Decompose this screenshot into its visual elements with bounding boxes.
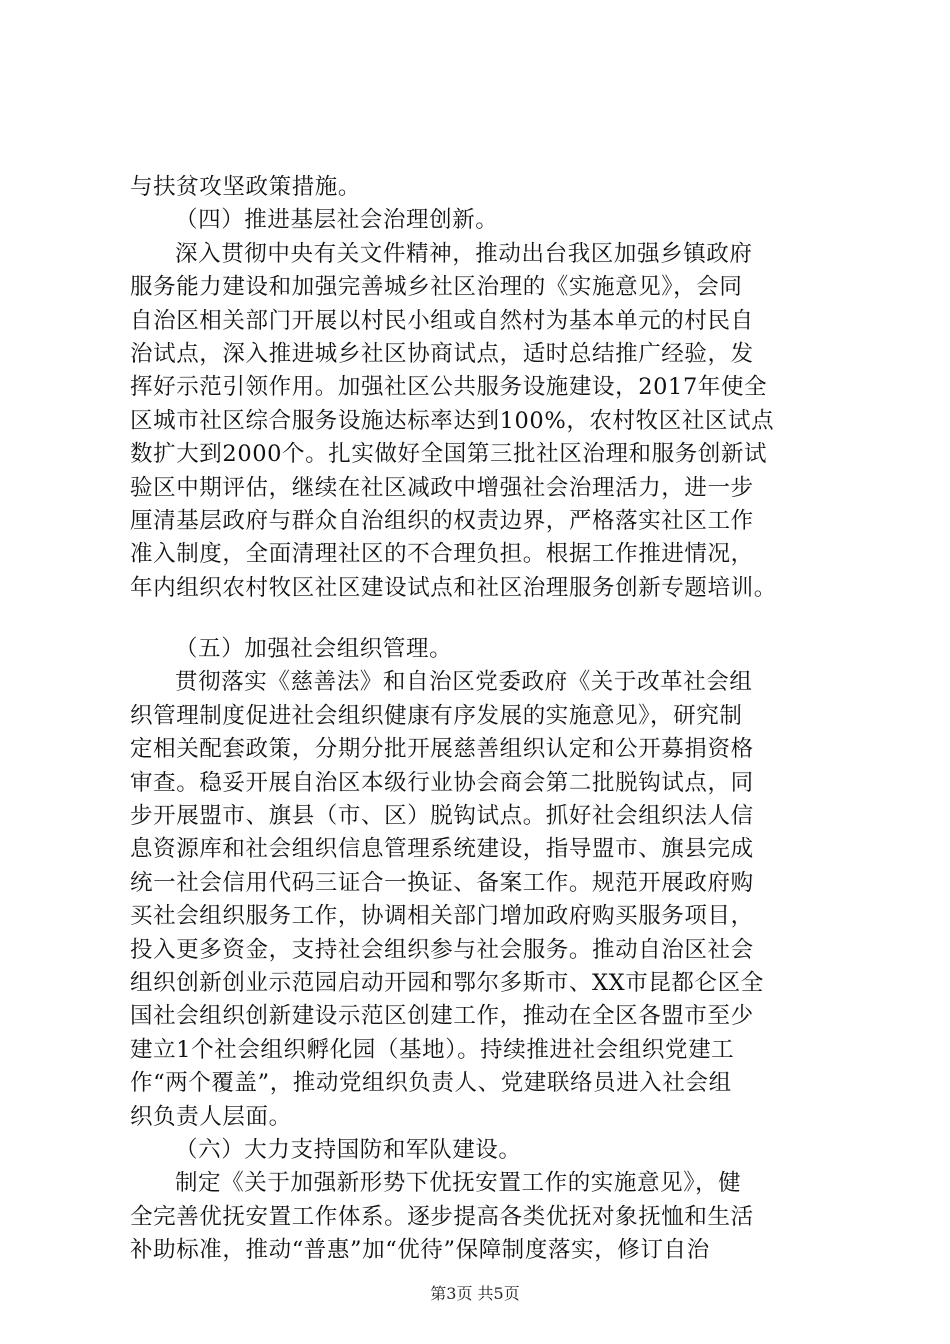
body-line: 织管理制度促进社会组织健康有序发展的实施意见》，研究制 xyxy=(130,702,743,729)
body-line: 准入制度，全面清理社区的不合理负担。根据工作推进情况， xyxy=(130,541,754,568)
body-line: 审查。稳妥开展自治区本级行业协会商会第二批脱钩试点，同 xyxy=(130,769,754,796)
body-line: 组织创新创业示范园启动开园和鄂尔多斯市、XX市昆都仑区全 xyxy=(130,969,764,996)
body-line: 自治区相关部门开展以村民小组或自然村为基本单元的村民自 xyxy=(130,307,754,334)
body-line: 治试点，深入推进城乡社区协商试点，适时总结推广经验，发 xyxy=(130,340,754,367)
body-line: 定相关配套政策，分期分批开展慈善组织认定和公开募捐资格 xyxy=(130,736,754,763)
body-line: 验区中期评估，继续在社区减政中增强社会治理活力，进一步 xyxy=(130,474,754,501)
body-line: 厘清基层政府与群众自治组织的权责边界，严格落实社区工作 xyxy=(130,507,754,534)
body-line: 深入贯彻中央有关文件精神，推动出台我区加强乡镇政府 xyxy=(175,240,753,267)
section-heading-6: （六）大力支持国防和军队建设。 xyxy=(175,1136,522,1163)
body-line: 统一社会信用代码三证合一换证、备案工作。规范开展政府购 xyxy=(130,869,754,896)
page-number-footer: 第3页 共5页 xyxy=(430,1284,520,1303)
body-line: 年内组织农村牧区社区建设试点和社区治理服务创新专题培训。 xyxy=(130,574,777,601)
body-line: 全完善优抚安置工作体系。逐步提高各类优抚对象抚恤和生活 xyxy=(130,1203,754,1230)
section-heading-5: （五）加强社会组织管理。 xyxy=(175,636,453,663)
body-line: 国社会组织创新建设示范区创建工作，推动在全区各盟市至少 xyxy=(130,1003,754,1030)
body-line: 织负责人层面。 xyxy=(130,1103,292,1130)
body-line: 与扶贫攻坚政策措施。 xyxy=(130,174,362,200)
body-line: 数扩大到2000个。扎实做好全国第三批社区治理和服务创新试 xyxy=(130,441,768,468)
body-line: 步开展盟市、旗县（市、区）脱钩试点。抓好社会组织法人信 xyxy=(130,803,754,830)
body-line: 贯彻落实《慈善法》和自治区党委政府《关于改革社会组 xyxy=(175,669,753,696)
body-line: 服务能力建设和加强完善城乡社区治理的《实施意见》，会同 xyxy=(130,274,743,301)
body-line: 建立1个社会组织孵化园（基地）。持续推进社会组织党建工 xyxy=(130,1036,735,1063)
body-line: 买社会组织服务工作，协调相关部门增加政府购买服务项目， xyxy=(130,903,754,930)
section-heading-4: （四）推进基层社会治理创新。 xyxy=(175,207,499,234)
body-line: 制定《关于加强新形势下优抚安置工作的实施意见》，健 xyxy=(175,1170,742,1197)
document-body xyxy=(130,171,830,1268)
body-line: 作“两个覆盖”，推动党组织负责人、党建联络员进入社会组 xyxy=(130,1070,732,1097)
body-line: 区城市社区综合服务设施达标率达到100%，农村牧区社区试点 xyxy=(130,407,775,434)
body-line: 挥好示范引领作用。加强社区公共服务设施建设，2017年使全 xyxy=(130,374,768,401)
paragraph-gap xyxy=(130,605,830,633)
body-line: 投入更多资金，支持社会组织参与社会服务。推动自治区社会 xyxy=(130,936,754,963)
body-line: 息资源库和社会组织信息管理系统建设，指导盟市、旗县完成 xyxy=(130,836,754,863)
body-line: 补助标准，推动“普惠”加“优待”保障制度落实，修订自治 xyxy=(130,1237,710,1264)
